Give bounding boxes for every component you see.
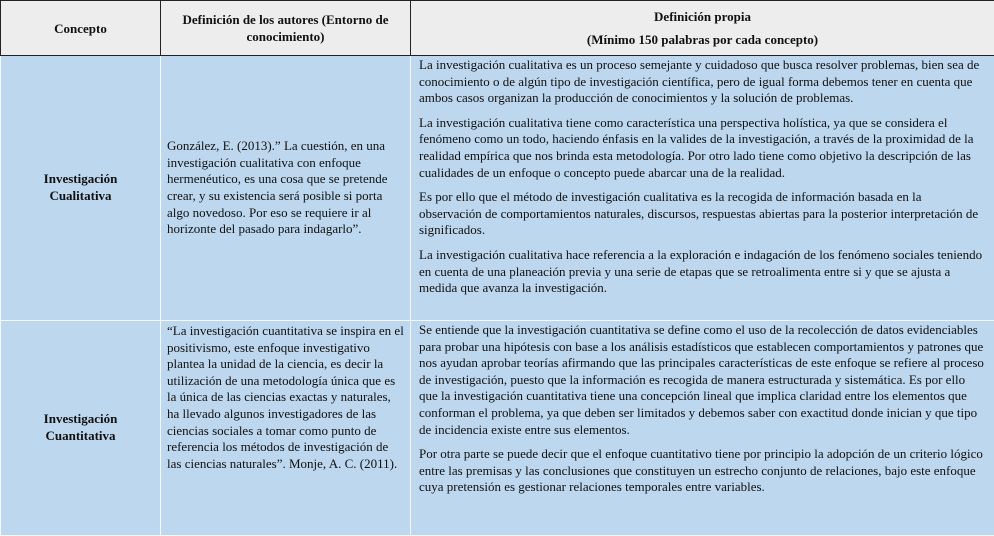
header-row [1,1,994,56]
own-paragraph: Se entiende que la investigación cuantitativa se define como el uso de la recolección de datos evidenciables para probar una hipótesis con base a los análisis estadísticos que establecen comportamientos y patrones que nos ayudan aprobar teorías afirmando que las principales características de este enfoque se refiere al proceso de investigación, puesto que la información es recogida de manera estructurada y sistemática. Es por ello que la investigación cuantitativa tiene una concepción lineal que implica claridad entre los elementos que conforman el problema, ya que deben ser limitados y debemos saber con exactitud donde inician y que tipo de incidencia existe entre sus elementos. [419,322,984,437]
author-definition-cell: González, E. (2013).” La cuestión, en una investigación cualitativa con enfoque hermenéutico, es una cosa que se pretende crear, y su existencia será posible si porta algo novedoso. Por eso se requiere ir al horizonte del pasado para indagarlo”. [161,56,411,321]
header-autores: Definición de los autores (Entorno de conocimiento) [161,1,411,56]
own-definition-cell [411,56,994,321]
concept-cell [1,321,161,536]
concept-label: Investigación Cuantitativa [43,411,118,443]
table-row-cuantitativa [1,321,994,536]
header-propia-subtitle: (Mínimo 150 palabras por cada concepto) [586,32,819,47]
concept-label: Investigación Cualitativa [43,171,118,203]
own-paragraph: La investigación cualitativa hace referencia a la exploración e indagación de los fenómeno sociales teniendo en cuenta de una planeación previa y una serie de etapas que se retroalimenta entre si y que se ajusta a medida que avanza la investigación. [419,246,983,296]
concept-cell [1,56,161,321]
own-paragraph: La investigación cualitativa es un proceso semejante y cuidadoso que busca resolver problemas, bien sea de conocimiento o de algún tipo de investigación científica, pero de igual forma debemos tener en cuenta que ambos casos organizan la producción de conocimientos y la solución de problemas. [419,57,980,106]
own-definition-cell [411,321,994,536]
table-row-cualitativa [1,56,994,321]
header-propia [411,1,994,56]
header-propia-title: Definición propia [654,9,751,24]
own-paragraph: Por otra parte se puede decir que el enfoque cuantitativo tiene por principio la adopción de un criterio lógico entre las premisas y las conclusiones que constituyen un estrecho conjunto de relaciones, bajo este enfoque cuya pretensión es gestionar relaciones temporales entre variables. [419,446,983,495]
own-paragraph: Es por ello que el método de investigación cualitativa es la recogida de información basada en la observación de comportamientos naturales, discursos, respuestas abiertas para la posterior interpretación de significados. [419,189,979,238]
own-paragraph: La investigación cualitativa tiene como característica una perspectiva holística, ya que se considera el fenómeno como un todo, haciendo énfasis en la valides de la investigación, a través de la proximidad de la realidad empírica que nos brinda esta metodología. Por otro lado tiene como objetivo la descripción de las cualidades de un enfoque o concepto puede abarcar una de la realidad. [419,114,974,180]
author-definition-cell: “La investigación cuantitativa se inspira en el positivismo, este enfoque investigativo plantea la unidad de la ciencia, es decir la utilización de una metodología única que es la única de las ciencias exactas y naturales, ha llevado algunos investigadores de las ciencias sociales a tomar como punto de referencia los métodos de investigación de las ciencias naturales”. Monje, A. C. (2011). [161,321,411,536]
header-concepto: Concepto [1,1,161,56]
